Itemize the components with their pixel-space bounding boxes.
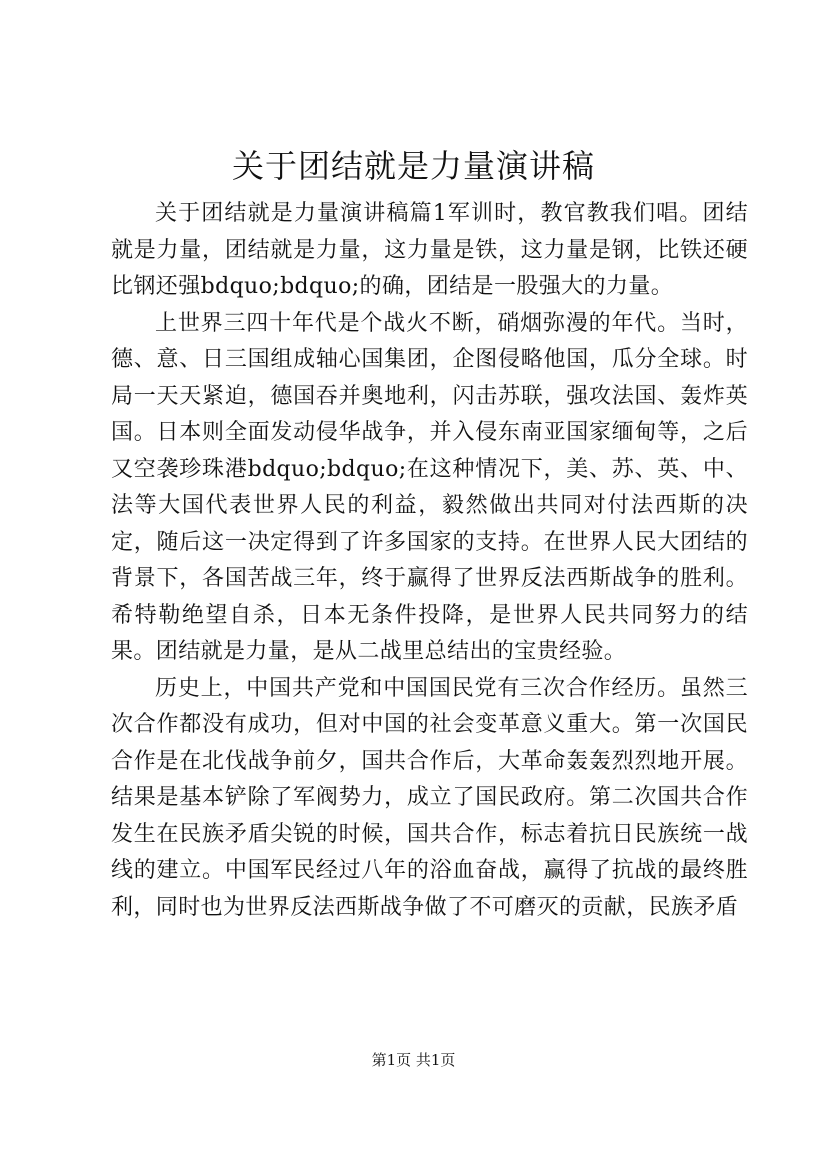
paragraph-1: 关于团结就是力量演讲稿篇1军训时，教官教我们唱。团结就是力量，团结就是力量，这力量是铁，这力量是钢，比铁还硬比钢还强bdquo;bdquo;的确，团结是一股强大的力量。 bbox=[111, 201, 748, 299]
paragraph-2: 上世界三四十年代是个战火不断，硝烟弥漫的年代。当时，德、意、日三国组成轴心国集团，企图侵略他国，瓜分全球。时局一天天紧迫，德国吞并奥地利，闪击苏联，强攻法国、轰炸英国。日本则全面发动侵华战争，并入侵东南亚国家缅甸等，之后又空袭珍珠港bdquo;bdquo;在这种情况下，美、苏、英、中、法等大国代表世界人民的利益，毅然做出共同对付法西斯的决定，随后这一决定得到了许多国家的支持。在世界人民大团结的背景下，各国苦战三年，终于赢得了世界反法西斯战争的胜利。希特勒绝望自杀，日本无条件投降，是世界人民共同努力的结果。团结就是力量，是从二战里总结出的宝贵经验。 bbox=[111, 310, 748, 664]
paragraph-3: 历史上，中国共产党和中国国民党有三次合作经历。虽然三次合作都没有成功，但对中国的社会变革意义重大。第一次国民合作是在北伐战争前夕，国共合作后，大革命轰轰烈烈地开展。结果是基本铲除了军阀势力，成立了国民政府。第二次国共合作发生在民族矛盾尖锐的时候，国共合作，标志着抗日民族统一战线的建立。中国军民经过八年的浴血奋战，赢得了抗战的最终胜利，同时也为世界反法西斯战争做了不可磨灭的贡献，民族矛盾 bbox=[111, 675, 748, 920]
document-title: 关于团结就是力量演讲稿 bbox=[231, 147, 595, 185]
page-footer: 第1页 共1页 bbox=[371, 1051, 456, 1069]
document-body bbox=[111, 196, 748, 926]
